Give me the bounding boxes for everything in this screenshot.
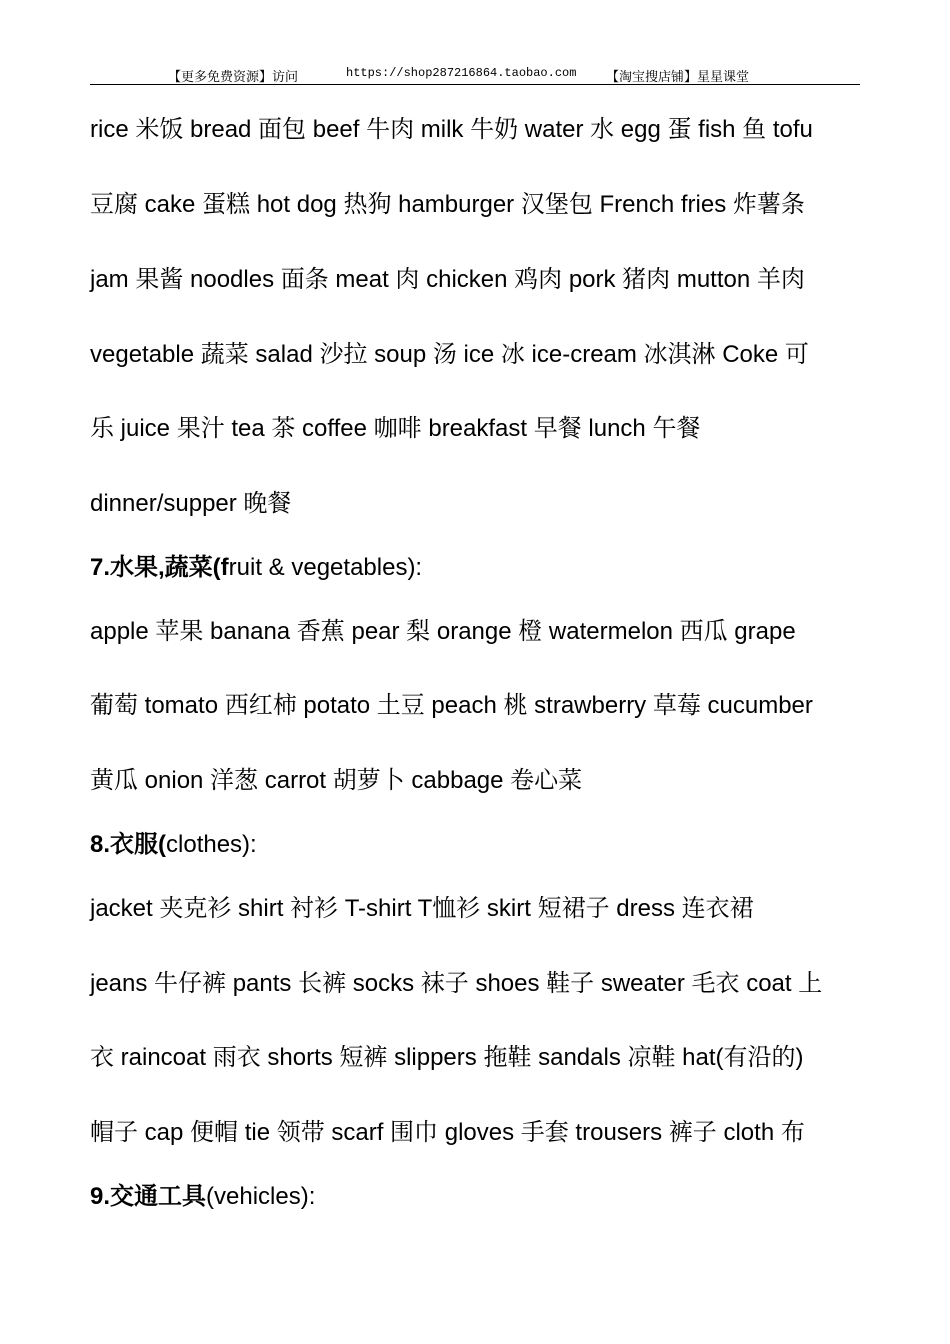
section-7-heading — [90, 552, 870, 584]
clothes-line-4: 帽子 cap 便帽 tie 领带 scarf 围巾 gloves 手套 trousers 裤子 cloth 布 — [90, 1119, 805, 1146]
fruit-line-2: 葡萄 tomato 西红柿 potato 土豆 peach 桃 strawberry 草莓 cucumber — [90, 692, 813, 719]
vocab-line-2: 豆腐 cake 蛋糕 hot dog 热狗 hamburger 汉堡包 French fries 炸薯条 — [90, 191, 805, 218]
fruit-line-3: 黄瓜 onion 洋葱 carrot 胡萝卜 cabbage 卷心菜 — [90, 767, 583, 794]
section-9-heading — [90, 1181, 870, 1213]
section-9-heading-bold: 9.交通工具 — [90, 1183, 207, 1210]
vocab-line-3: jam 果酱 noodles 面条 meat 肉 chicken 鸡肉 pork 猪肉 mutton 羊肉 — [90, 266, 805, 293]
vocab-line-1: rice 米饭 bread 面包 beef 牛肉 milk 牛奶 water 水 egg 蛋 fish 鱼 tofu — [90, 116, 813, 143]
header-left-text: 【更多免费资源】访问 — [168, 70, 299, 85]
vocab-line-5: 乐 juice 果汁 tea 茶 coffee 咖啡 breakfast 早餐 lunch 午餐 — [90, 415, 701, 442]
section-7-heading-rest: ruit & vegetables): — [228, 554, 423, 581]
section-8-heading-rest: clothes): — [166, 831, 257, 858]
vocab-line-6: dinner/supper 晚餐 — [90, 490, 292, 517]
section-8-heading — [90, 829, 870, 861]
section-8-heading-bold: 8.衣服( — [90, 831, 167, 858]
page-header — [90, 64, 860, 85]
clothes-line-1: jacket 夹克衫 shirt 衬衫 T-shirt T恤衫 skirt 短裙子 dress 连衣裙 — [90, 895, 754, 922]
section-7-heading-bold: 7.水果,蔬菜(f — [90, 554, 229, 581]
header-url[interactable]: https://shop287216864.taobao.com — [346, 66, 577, 80]
vocab-line-4: vegetable 蔬菜 salad 沙拉 soup 汤 ice 冰 ice-cream 冰淇淋 Coke 可 — [90, 341, 809, 368]
header-right-text: 【淘宝搜店铺】星星课堂 — [606, 70, 750, 85]
clothes-line-2: jeans 牛仔裤 pants 长裤 socks 袜子 shoes 鞋子 sweater 毛衣 coat 上 — [90, 970, 823, 997]
fruit-line-1: apple 苹果 banana 香蕉 pear 梨 orange 橙 watermelon 西瓜 grape — [90, 618, 796, 645]
section-9-heading-rest: (vehicles): — [206, 1183, 316, 1210]
clothes-line-3: 衣 raincoat 雨衣 shorts 短裤 slippers 拖鞋 sandals 凉鞋 hat(有沿的) — [90, 1044, 804, 1071]
